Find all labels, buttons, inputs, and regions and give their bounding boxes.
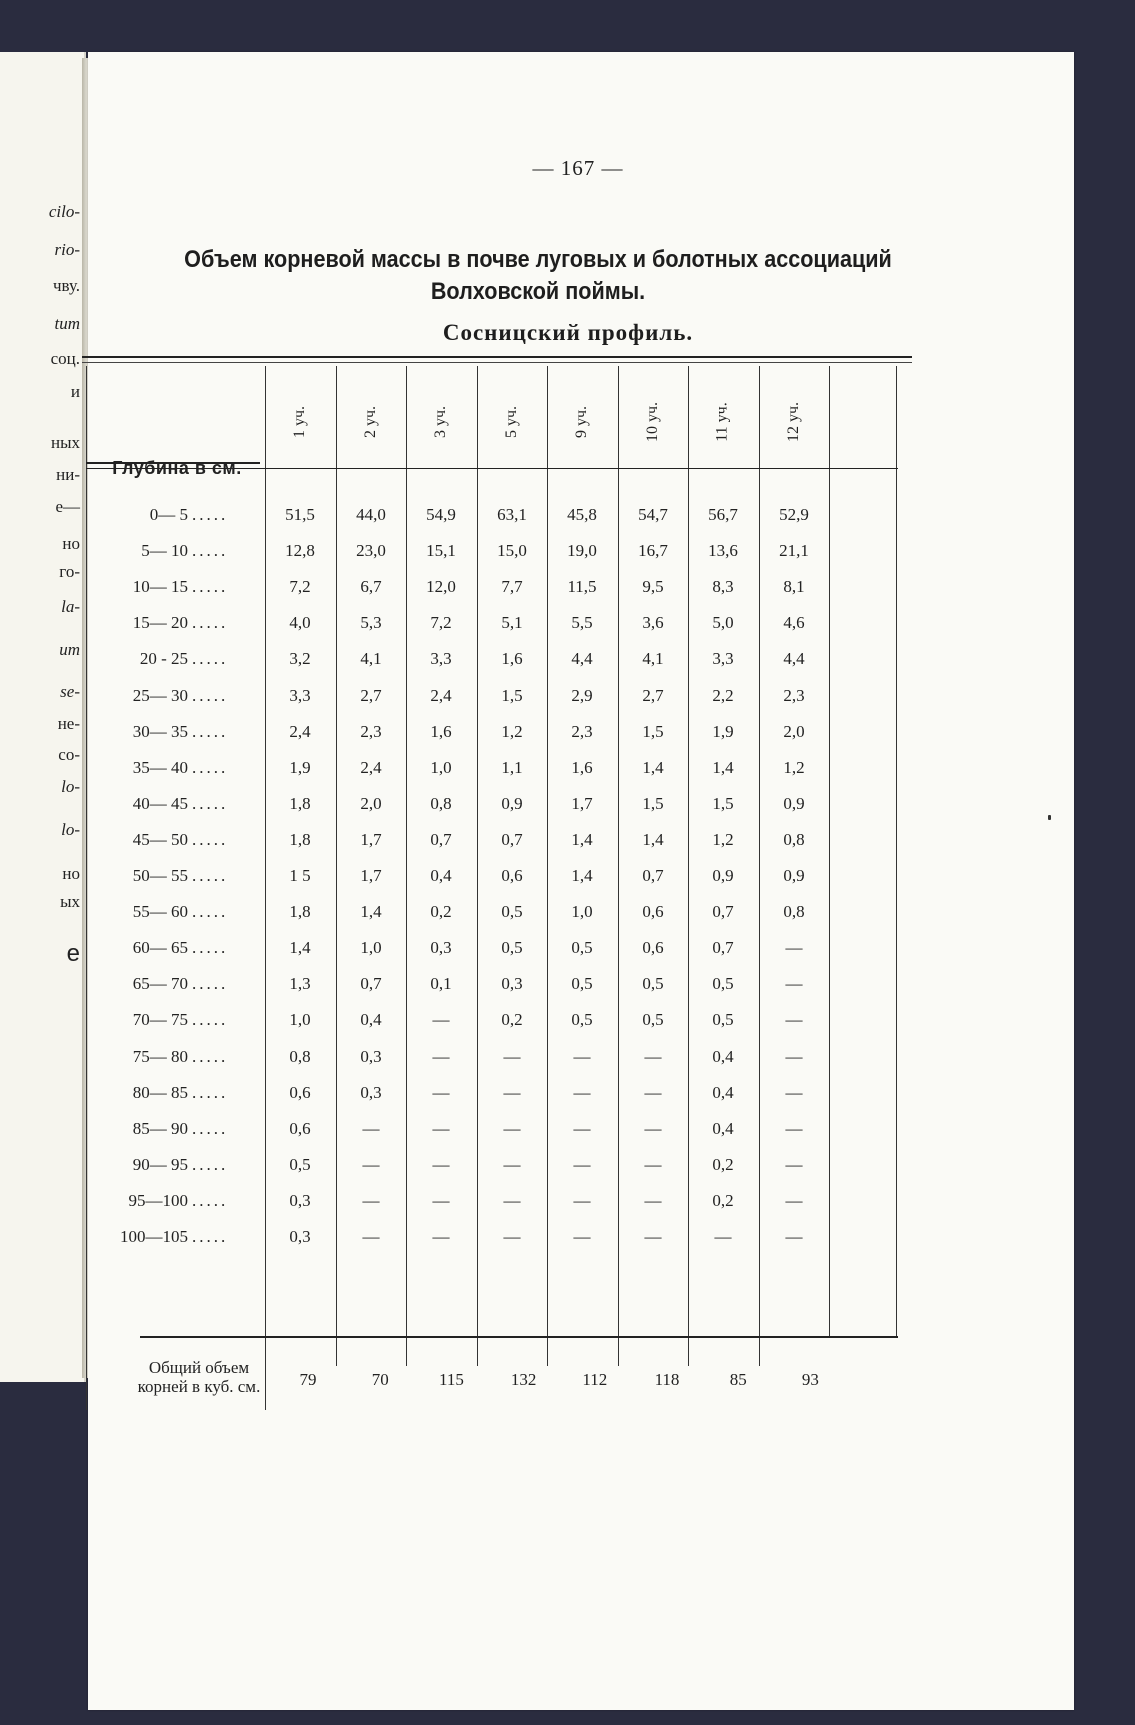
table-cell: 1,0 xyxy=(430,757,452,777)
leader-dots: ..... xyxy=(192,1082,229,1102)
table-cell: 1,6 xyxy=(501,649,523,669)
table-cell: 56,7 xyxy=(708,505,738,524)
depth-row-label xyxy=(92,902,270,922)
table-cell: 11,5 xyxy=(567,577,597,597)
table-cell: 0,6 xyxy=(289,1118,311,1138)
table-cell: — xyxy=(432,1118,450,1138)
table-cell: 2,3 xyxy=(783,685,805,705)
table-cell: — xyxy=(785,1227,803,1246)
total-row-label xyxy=(124,1358,274,1396)
table-cell: 1,0 xyxy=(571,902,593,922)
left-page-fragment: se- xyxy=(60,682,80,701)
depth-row-label xyxy=(92,794,270,814)
leader-dots: ..... xyxy=(192,1190,229,1210)
table-cell: 0,7 xyxy=(360,974,382,994)
table-cell: 2,7 xyxy=(642,685,664,705)
left-page-fragment: rio- xyxy=(54,240,80,259)
table-cell: 2,4 xyxy=(289,721,311,741)
table-cell: 0,3 xyxy=(501,974,523,994)
table-cell: — xyxy=(503,1082,521,1102)
table-cell: 0,6 xyxy=(289,1082,311,1102)
leader-dots: ..... xyxy=(192,866,229,885)
table-cell: 0,4 xyxy=(430,866,452,885)
table-cell: — xyxy=(573,1190,591,1210)
depth-row-label xyxy=(92,649,270,669)
leader-dots: ..... xyxy=(192,649,229,669)
table-cell: 0,6 xyxy=(501,866,523,885)
table-cell: 0,7 xyxy=(712,902,734,922)
table-cell: — xyxy=(644,1227,662,1246)
left-page-fragment: tum xyxy=(54,314,80,333)
table-cell: 45,8 xyxy=(567,505,597,524)
table-cell: 1,5 xyxy=(642,793,664,813)
left-page-fragment: um xyxy=(59,640,80,659)
left-page-fragment: e xyxy=(66,940,80,967)
table-cell: — xyxy=(573,1082,591,1102)
table-cell: 0,5 xyxy=(642,974,664,994)
table-cell: 0,9 xyxy=(783,866,805,885)
table-cell: 0,2 xyxy=(430,902,452,922)
left-page-fragment: не- xyxy=(57,714,80,733)
leader-dots: ..... xyxy=(192,793,229,813)
table-cell: 0,4 xyxy=(712,1046,734,1066)
leader-dots: ..... xyxy=(192,577,229,597)
table-cell: — xyxy=(644,1046,662,1066)
depth-row-label xyxy=(92,1227,270,1247)
table-cell: 0,3 xyxy=(289,1190,311,1210)
table-cell: 0,5 xyxy=(501,902,523,922)
depth-range: 90— 95 xyxy=(132,1154,188,1174)
depth-range: 50— 55 xyxy=(132,866,188,885)
table-cell: 0,5 xyxy=(289,1154,311,1174)
table-cell: 2,0 xyxy=(360,793,382,813)
table-cell: 0,5 xyxy=(501,938,523,958)
table-cell: 2,3 xyxy=(360,721,382,741)
depth-row-label xyxy=(92,758,270,778)
left-page-fragment: но xyxy=(62,534,80,553)
table-cell: 1,4 xyxy=(571,866,593,885)
table-cell: — xyxy=(785,1190,803,1210)
table-cell: 3,3 xyxy=(430,649,452,669)
column-header xyxy=(688,386,758,458)
table-cell: 2,7 xyxy=(360,685,382,705)
leader-dots: ..... xyxy=(192,1118,229,1138)
table-cell: — xyxy=(432,1082,450,1102)
table-cell: 44,0 xyxy=(356,505,386,524)
depth-row-label xyxy=(92,541,270,561)
table-cell: 16,7 xyxy=(638,541,668,561)
table-cell: 1,4 xyxy=(289,938,311,958)
left-page-fragment: lo- xyxy=(61,820,80,839)
paper-speck xyxy=(1048,815,1051,820)
depth-range: 70— 75 xyxy=(132,1010,188,1030)
depth-row-label xyxy=(92,1119,270,1139)
table-cell: — xyxy=(432,1010,450,1030)
table-cell: 1,4 xyxy=(712,757,734,777)
table-cell: 1,4 xyxy=(642,829,664,849)
leader-dots: ..... xyxy=(192,757,229,777)
column-header xyxy=(406,386,476,458)
column-header-label: 10 уч. xyxy=(643,401,661,443)
depth-range: 15— 20 xyxy=(132,613,188,633)
table-cell: 0,7 xyxy=(501,829,523,849)
depth-row-label xyxy=(92,722,270,742)
table-cell: — xyxy=(573,1227,591,1246)
depth-range: 0— 5 xyxy=(149,505,188,524)
column-header-label: 11 уч. xyxy=(713,402,731,442)
total-cell: 79 xyxy=(299,1370,317,1389)
table-cell: 54,7 xyxy=(638,505,668,524)
table-cell: 0,5 xyxy=(571,1010,593,1030)
table-cell: — xyxy=(432,1190,450,1210)
table-cell: 0,7 xyxy=(712,938,734,958)
table-cell: — xyxy=(573,1154,591,1174)
table-cell: 0,6 xyxy=(642,938,664,958)
table-cell: 0,4 xyxy=(360,1010,382,1030)
depth-range: 85— 90 xyxy=(132,1118,188,1138)
total-cell: 112 xyxy=(582,1370,608,1389)
table-cell: 21,1 xyxy=(779,541,809,561)
table-cell: 54,9 xyxy=(426,505,456,524)
table-cell: — xyxy=(573,1046,591,1066)
depth-row-label xyxy=(92,1047,270,1067)
table-cell: — xyxy=(503,1046,521,1066)
depth-range: 65— 70 xyxy=(132,974,188,994)
depth-range: 25— 30 xyxy=(132,685,188,705)
table-cell: 1,2 xyxy=(501,721,523,741)
table-cell: — xyxy=(644,1190,662,1210)
depth-range: 5— 10 xyxy=(141,541,188,561)
depth-range: 20 - 25 xyxy=(139,649,188,669)
table-cell: — xyxy=(503,1154,521,1174)
column-divider xyxy=(829,366,830,1338)
table-cell: 0,4 xyxy=(712,1082,734,1102)
table-cell: 23,0 xyxy=(356,541,386,561)
column-header xyxy=(759,386,829,458)
table-cell: 0,1 xyxy=(430,974,452,994)
table-cell: — xyxy=(432,1227,450,1246)
table-cell: 1,8 xyxy=(289,902,311,922)
table-cell: — xyxy=(785,1118,803,1138)
table-cell: 0,2 xyxy=(501,1010,523,1030)
table-cell: 4,6 xyxy=(783,613,805,633)
column-header-label: 9 уч. xyxy=(572,405,590,439)
table-cell: 4,1 xyxy=(360,649,382,669)
table-cell: 8,3 xyxy=(712,577,734,597)
title-line-2: Волховской поймы. xyxy=(430,278,646,305)
table-cell: — xyxy=(362,1190,380,1210)
left-page-fragment: го- xyxy=(59,562,80,581)
title-line-1: Объем корневой массы в почве луговых и болотных ассоциаций xyxy=(184,246,892,273)
table-cell: — xyxy=(362,1227,380,1246)
depth-row-label xyxy=(92,577,270,597)
left-page-fragment: и xyxy=(70,382,80,401)
table-cell: 1,6 xyxy=(430,721,452,741)
table-cell: — xyxy=(785,974,803,994)
table-cell: 0,3 xyxy=(360,1046,382,1066)
table-cell: — xyxy=(785,1154,803,1174)
top-rule xyxy=(82,356,912,358)
table-cell: 1,5 xyxy=(501,685,523,705)
table-cell: 0,9 xyxy=(783,793,805,813)
depth-row-label xyxy=(92,866,270,886)
depth-range: 95—100 xyxy=(128,1190,188,1210)
table-cell: 1,0 xyxy=(360,938,382,958)
table-cell: 0,5 xyxy=(712,974,734,994)
leader-dots: ..... xyxy=(192,902,229,922)
table-cell: 1,2 xyxy=(712,829,734,849)
left-page-edge xyxy=(0,52,86,1382)
table-cell: — xyxy=(432,1046,450,1066)
page-number: — 167 — xyxy=(532,156,624,180)
total-top-rule xyxy=(140,1336,898,1338)
top-rule-thin xyxy=(82,362,912,363)
table-cell: 2,2 xyxy=(712,685,734,705)
table-cell: 0,6 xyxy=(642,902,664,922)
table-cell: 5,5 xyxy=(571,613,593,633)
table-cell: 2,4 xyxy=(360,757,382,777)
depth-row-label xyxy=(92,1155,270,1175)
table-cell: 2,4 xyxy=(430,685,452,705)
table-cell: — xyxy=(644,1154,662,1174)
leader-dots: ..... xyxy=(192,1227,229,1246)
table-cell: 1,2 xyxy=(783,757,805,777)
table-cell: 0,5 xyxy=(712,1010,734,1030)
column-header-label: 1 уч. xyxy=(290,405,308,439)
table-cell: 7,2 xyxy=(289,577,311,597)
table-cell: — xyxy=(785,1010,803,1030)
table-cell: 1,4 xyxy=(571,829,593,849)
leader-dots: ..... xyxy=(192,541,229,561)
root-volume-table xyxy=(84,366,900,1410)
leader-dots: ..... xyxy=(192,1154,229,1174)
total-cell: 85 xyxy=(729,1370,747,1389)
table-cell: 3,3 xyxy=(289,685,311,705)
table-cell: 0,9 xyxy=(501,793,523,813)
column-header xyxy=(547,386,617,458)
table-cell: 13,6 xyxy=(708,541,738,561)
leader-dots: ..... xyxy=(192,974,229,994)
leader-dots: ..... xyxy=(192,721,229,741)
table-cell: 63,1 xyxy=(497,505,527,524)
table-cell: 0,8 xyxy=(783,902,805,922)
table-cell: 8,1 xyxy=(783,577,805,597)
column-header xyxy=(336,386,406,458)
left-page-fragment: но xyxy=(62,864,80,883)
table-cell: 1,7 xyxy=(360,866,382,885)
table-cell: 19,0 xyxy=(567,541,597,561)
header-bottom-rule xyxy=(86,462,260,464)
table-cell: 0,5 xyxy=(642,1010,664,1030)
table-cell: 12,8 xyxy=(285,541,315,561)
column-header xyxy=(477,386,547,458)
depth-range: 35— 40 xyxy=(132,757,188,777)
table-cell: — xyxy=(644,1082,662,1102)
depth-row-label xyxy=(92,938,270,958)
depth-range: 100—105 xyxy=(120,1227,188,1246)
table-cell: 4,1 xyxy=(642,649,664,669)
table-cell: 6,7 xyxy=(360,577,382,597)
table-cell: 4,4 xyxy=(571,649,593,669)
depth-row-label xyxy=(92,505,270,525)
table-cell: 15,0 xyxy=(497,541,527,561)
table-cell: 4,4 xyxy=(783,649,805,669)
column-header xyxy=(618,386,688,458)
left-page-fragment: чву. xyxy=(52,276,80,295)
table-cell: 3,6 xyxy=(642,613,664,633)
depth-column-header: Глубина в см. xyxy=(112,458,242,478)
table-cell: 0,3 xyxy=(430,938,452,958)
table-cell: 15,1 xyxy=(426,541,456,561)
leader-dots: ..... xyxy=(192,1046,229,1066)
total-cell: 93 xyxy=(801,1370,819,1389)
table-cell: — xyxy=(644,1118,662,1138)
table-cell: 0,9 xyxy=(712,866,734,885)
table-cell: 5,3 xyxy=(360,613,382,633)
depth-row-label xyxy=(92,1191,270,1211)
table-cell: 0,5 xyxy=(571,938,593,958)
header-bottom-rule xyxy=(86,468,898,469)
depth-range: 55— 60 xyxy=(132,902,188,922)
table-cell: — xyxy=(362,1118,380,1138)
leader-dots: ..... xyxy=(192,685,229,705)
table-cell: 4,0 xyxy=(289,613,311,633)
total-label-line: Общий объем xyxy=(148,1358,250,1377)
table-cell: 1,9 xyxy=(289,757,311,777)
table-cell: — xyxy=(785,1082,803,1102)
table-cell: 2,3 xyxy=(571,721,593,741)
depth-row-label xyxy=(92,830,270,850)
table-cell: — xyxy=(362,1154,380,1174)
table-cell: 0,2 xyxy=(712,1190,734,1210)
table-cell: 0,8 xyxy=(289,1046,311,1066)
table-cell: 1,0 xyxy=(289,1010,311,1030)
table-cell: 1 5 xyxy=(289,866,311,885)
table-cell: 1,5 xyxy=(642,721,664,741)
left-page-fragment: соц. xyxy=(50,349,80,368)
table-cell: 0,8 xyxy=(430,793,452,813)
table-cell: 0,3 xyxy=(289,1227,311,1246)
table-cell: 5,1 xyxy=(501,613,523,633)
table-cell: — xyxy=(503,1190,521,1210)
table-cell: 0,7 xyxy=(430,829,452,849)
table-cell: 51,5 xyxy=(285,505,315,524)
table-cell: 3,3 xyxy=(712,649,734,669)
table-cell: 1,7 xyxy=(571,793,593,813)
table-cell: 3,2 xyxy=(289,649,311,669)
table-cell: 0,2 xyxy=(712,1154,734,1174)
depth-row-label xyxy=(92,613,270,633)
leader-dots: ..... xyxy=(192,938,229,958)
total-label-line: корней в куб. см. xyxy=(137,1377,261,1396)
column-header-label: 3 уч. xyxy=(431,405,449,439)
table-cell: — xyxy=(432,1154,450,1174)
table-cell: 0,5 xyxy=(571,974,593,994)
leader-dots: ..... xyxy=(192,1010,229,1030)
column-header-label: 5 уч. xyxy=(502,405,520,439)
depth-range: 30— 35 xyxy=(132,721,188,741)
table-cell: 9,5 xyxy=(642,577,664,597)
book-page xyxy=(88,52,1074,1710)
left-page-fragment: ни- xyxy=(56,465,80,484)
table-cell: 1,7 xyxy=(360,829,382,849)
table-cell: 0,4 xyxy=(712,1118,734,1138)
table-cell: 1,8 xyxy=(289,793,311,813)
table-cell: — xyxy=(785,938,803,958)
table-cell: — xyxy=(503,1227,521,1246)
left-page-fragment: е— xyxy=(55,497,80,516)
left-page-fragment: cilo- xyxy=(48,202,80,221)
total-cell: 115 xyxy=(438,1370,464,1389)
table-cell: 7,7 xyxy=(501,577,523,597)
left-page-fragment: la- xyxy=(61,597,80,616)
left-page-fragment: ных xyxy=(50,433,80,452)
table-left-border xyxy=(86,366,87,1410)
depth-row-label xyxy=(92,686,270,706)
table-cell: 1,9 xyxy=(712,721,734,741)
total-cell: 132 xyxy=(510,1370,537,1389)
leader-dots: ..... xyxy=(192,829,229,849)
table-cell: 1,8 xyxy=(289,829,311,849)
table-cell: 1,5 xyxy=(712,793,734,813)
depth-range: 40— 45 xyxy=(132,793,188,813)
table-cell: — xyxy=(714,1227,732,1246)
table-cell: 1,4 xyxy=(360,902,382,922)
table-cell: 0,7 xyxy=(642,866,664,885)
column-header-label: 2 уч. xyxy=(361,405,379,439)
total-cell: 118 xyxy=(654,1370,680,1389)
table-cell: 0,3 xyxy=(360,1082,382,1102)
table-cell: 0,8 xyxy=(783,829,805,849)
table-cell: 2,0 xyxy=(783,721,805,741)
left-page-fragment: со- xyxy=(58,745,80,764)
table-cell: 52,9 xyxy=(779,505,809,524)
depth-row-label xyxy=(92,1083,270,1103)
table-cell: — xyxy=(785,1046,803,1066)
depth-row-label xyxy=(92,974,270,994)
depth-range: 45— 50 xyxy=(132,829,188,849)
table-cell: 1,6 xyxy=(571,757,593,777)
column-header-label: 12 уч. xyxy=(784,401,802,443)
depth-range: 10— 15 xyxy=(132,577,188,597)
depth-range: 80— 85 xyxy=(132,1082,188,1102)
left-page-fragment: lo- xyxy=(61,777,80,796)
table-title xyxy=(151,244,925,308)
table-cell: 1,4 xyxy=(642,757,664,777)
table-cell: 5,0 xyxy=(712,613,734,633)
table-cell: 2,9 xyxy=(571,685,593,705)
depth-range: 60— 65 xyxy=(132,938,188,958)
leader-dots: ..... xyxy=(192,505,229,524)
table-cell: 1,1 xyxy=(501,757,523,777)
leader-dots: ..... xyxy=(192,613,229,633)
column-header xyxy=(265,386,335,458)
depth-row-label xyxy=(92,1010,270,1030)
table-cell: 1,3 xyxy=(289,974,311,994)
table-cell: — xyxy=(503,1118,521,1138)
table-cell: 7,2 xyxy=(430,613,452,633)
table-subtitle: Сосницский профиль. xyxy=(442,320,694,345)
table-cell: 12,0 xyxy=(426,577,456,597)
table-right-border xyxy=(896,366,897,1338)
table-cell: — xyxy=(573,1118,591,1138)
total-cell: 70 xyxy=(371,1370,389,1389)
left-page-fragment: ых xyxy=(60,892,80,911)
depth-range: 75— 80 xyxy=(132,1046,188,1066)
